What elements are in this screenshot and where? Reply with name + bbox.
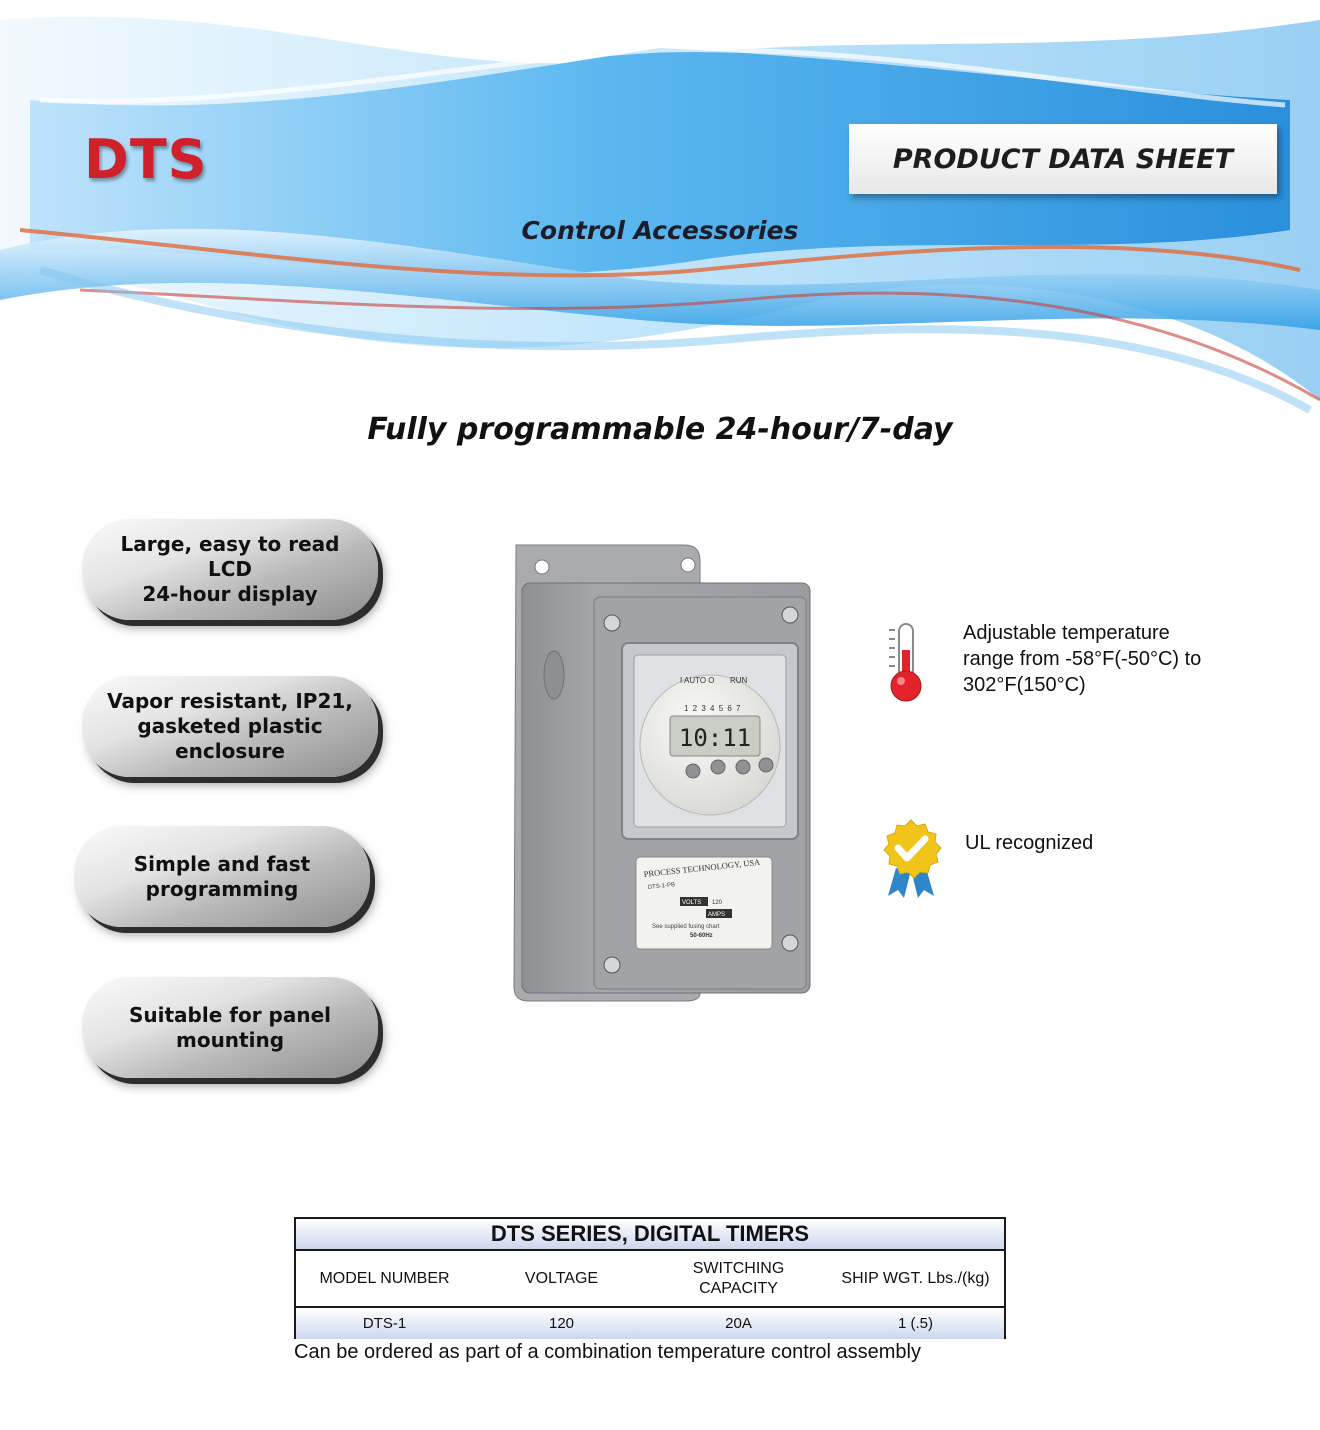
brand-logo: DTS [84, 128, 208, 191]
nameplate-volts-value: 120 [712, 900, 723, 906]
category-subtitle: Control Accessories [521, 216, 799, 245]
thermometer-icon [884, 620, 928, 706]
spec-table-header [296, 1251, 1004, 1308]
mount-hole-tr [681, 558, 695, 572]
ul-badge-icon [878, 818, 944, 900]
run-label: RUN [730, 676, 748, 685]
nameplate-maker: PROCESS TECHNOLOGY, USA [643, 856, 761, 879]
benefit-lcd-display [82, 519, 378, 620]
conduit-knockout [544, 651, 564, 699]
day-labels: 1 2 3 4 5 6 7 [684, 704, 742, 713]
table-row [296, 1308, 1004, 1339]
switch-label: I AUTO O [680, 676, 715, 685]
page-headline: Fully programmable 24-hour/7-day [367, 412, 953, 447]
header-voltage: VOLTAGE [524, 1269, 599, 1287]
benefit-enclosure [82, 676, 378, 777]
benefit-panel-text: Suitable for panel mounting [129, 1002, 331, 1052]
feature-ul-recognized: UL recognized [965, 832, 1094, 854]
cell-model-number: DTS-1 [362, 1314, 407, 1332]
benefit-panel-mounting [82, 977, 378, 1078]
benefit-programming-text: Simple and fast programming [133, 851, 311, 901]
header-banner [0, 0, 1320, 420]
benefit-enclosure-text: Vapor resistant, IP21, gasketed plastic enclosure [107, 689, 353, 763]
feature-temperature-range: Adjustable temperature range from -58°F(-50°C) to 302°F(150°C) [963, 622, 1202, 696]
spec-table [294, 1217, 1006, 1339]
header-model-number: MODEL NUMBER [319, 1269, 450, 1287]
spec-table-title: DTS SERIES, DIGITAL TIMERS [296, 1219, 1004, 1251]
cell-ship-weight: 1 (.5) [897, 1314, 933, 1332]
cell-voltage: 120 [548, 1314, 575, 1332]
mount-hole-tl [535, 560, 549, 574]
nameplate-frequency: 50-60Hz [690, 933, 713, 939]
nameplate-note: See supplied fusing chart [652, 924, 720, 930]
nameplate-amps: AMPS [708, 912, 726, 918]
header-switching-capacity: SWITCHING CAPACITY [692, 1259, 785, 1297]
benefit-lcd-text: Large, easy to read LCD 24-hour display [120, 532, 340, 606]
document-type-label [849, 124, 1277, 194]
nameplate-model: DTS-1-PB [647, 882, 676, 891]
order-note: Can be ordered as part of a combination temperature control assembly [294, 1341, 922, 1363]
header-ship-weight: SHIP WGT. Lbs./(kg) [841, 1269, 990, 1287]
benefit-programming [74, 826, 370, 927]
cell-switching-capacity: 20A [725, 1314, 752, 1332]
nameplate-volts: VOLTS [682, 900, 702, 906]
timer-enclosure-image [484, 525, 829, 1015]
document-type-text: PRODUCT DATA SHEET [892, 143, 1234, 175]
lcd-reading: 10:11 [678, 724, 752, 752]
